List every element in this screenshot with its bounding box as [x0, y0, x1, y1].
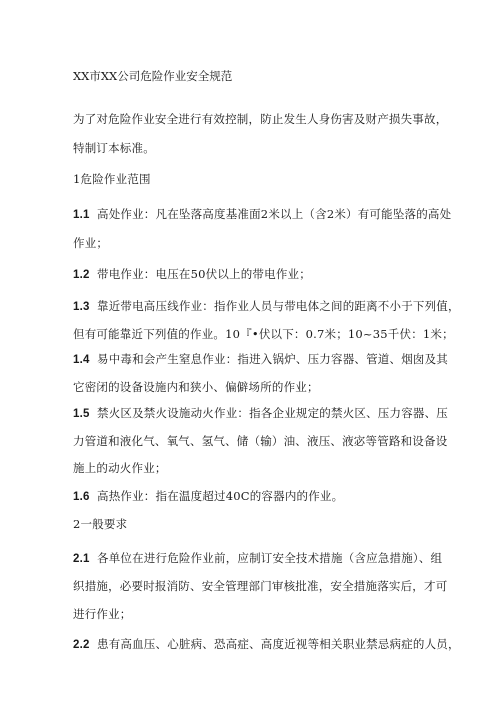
clause-number: 1.4 — [73, 354, 90, 366]
line-text: 1危险作业范围 — [73, 172, 151, 186]
clause-2-1 — [73, 550, 442, 567]
line-text: 施上的动火作业； — [73, 461, 167, 475]
clause-1-6 — [73, 488, 343, 505]
clause-1-5-cont-2 — [73, 460, 167, 476]
line-text: 特制订本标准。 — [73, 141, 155, 155]
line-text: 高热作业：指在温度超过40C的容器内的作业。 — [97, 489, 344, 503]
clause-1-2 — [73, 266, 311, 283]
paragraph-line-2 — [73, 140, 155, 156]
section-heading-2 — [73, 516, 127, 532]
line-text: 它密闭的设备设施内和狭小、偏僻场所的作业； — [73, 380, 319, 394]
clause-2-1-cont-2 — [73, 606, 132, 622]
clause-number: 1.2 — [73, 269, 90, 281]
line-text: 患有高血压、心脏病、恐高症、高度近视等相关职业禁忌病症的人员， — [97, 637, 460, 651]
line-text: 高处作业：凡在坠落高度基准面2米以上（含2米）有可能坠落的高处 — [97, 207, 452, 221]
clause-1-4 — [73, 351, 448, 368]
clause-1-3 — [73, 298, 460, 315]
line-text: 各单位在进行危险作业前，应制订安全技术措施（含应急措施）、组 — [97, 551, 443, 565]
line-text: 易中毒和会产生窒息作业：指进入锅炉、压力容器、管道、烟囱及其 — [97, 352, 448, 366]
clause-2-1-cont-1 — [73, 578, 447, 594]
clause-1-1 — [73, 206, 451, 223]
line-text: 禁火区及禁火设施动火作业：指各企业规定的禁火区、压力容器、压 — [97, 406, 448, 420]
line-text: 作业； — [73, 236, 109, 250]
clause-1-1-cont — [73, 235, 108, 251]
paragraph-line-1 — [73, 111, 447, 127]
line-text: 织措施，必要时报消防、安全管理部门审核批准，安全措施落实后，才可 — [73, 579, 448, 593]
clause-1-5-cont-1 — [73, 433, 447, 449]
line-text: 靠近带电高压线作业：指作业人员与带电体之间的距离不小于下列值， — [97, 299, 460, 313]
line-text: 但有可能靠近下列值的作业。10『•伏以下：0.7米；10~35千伏：1米； — [73, 327, 454, 341]
clause-1-3-cont — [73, 326, 454, 342]
line-text: 为了对危险作业安全进行有效控制，防止发生人身伤害及财产损失事故， — [73, 112, 448, 126]
document-title: XX市XX公司危险作业安全规范 — [73, 69, 233, 83]
clause-number: 1.1 — [73, 209, 90, 221]
line-text: 进行作业； — [73, 607, 132, 621]
clause-1-5 — [73, 405, 448, 422]
section-heading-1 — [73, 171, 151, 187]
clause-2-2 — [73, 636, 460, 653]
clause-number: 2.1 — [73, 553, 90, 565]
clause-number: 2.2 — [73, 639, 90, 651]
clause-number: 1.5 — [73, 408, 90, 420]
line-text: 带电作业：电压在50伏以上的带电作业； — [97, 267, 311, 281]
clause-number: 1.6 — [73, 491, 90, 503]
line-text: 2一般要求 — [73, 517, 128, 531]
clause-number: 1.3 — [73, 301, 90, 313]
line-text: 力管道和液化气、氧气、氢气、储（输）油、液压、液宓等管路和设备设 — [73, 434, 448, 448]
clause-1-4-cont — [73, 379, 319, 395]
